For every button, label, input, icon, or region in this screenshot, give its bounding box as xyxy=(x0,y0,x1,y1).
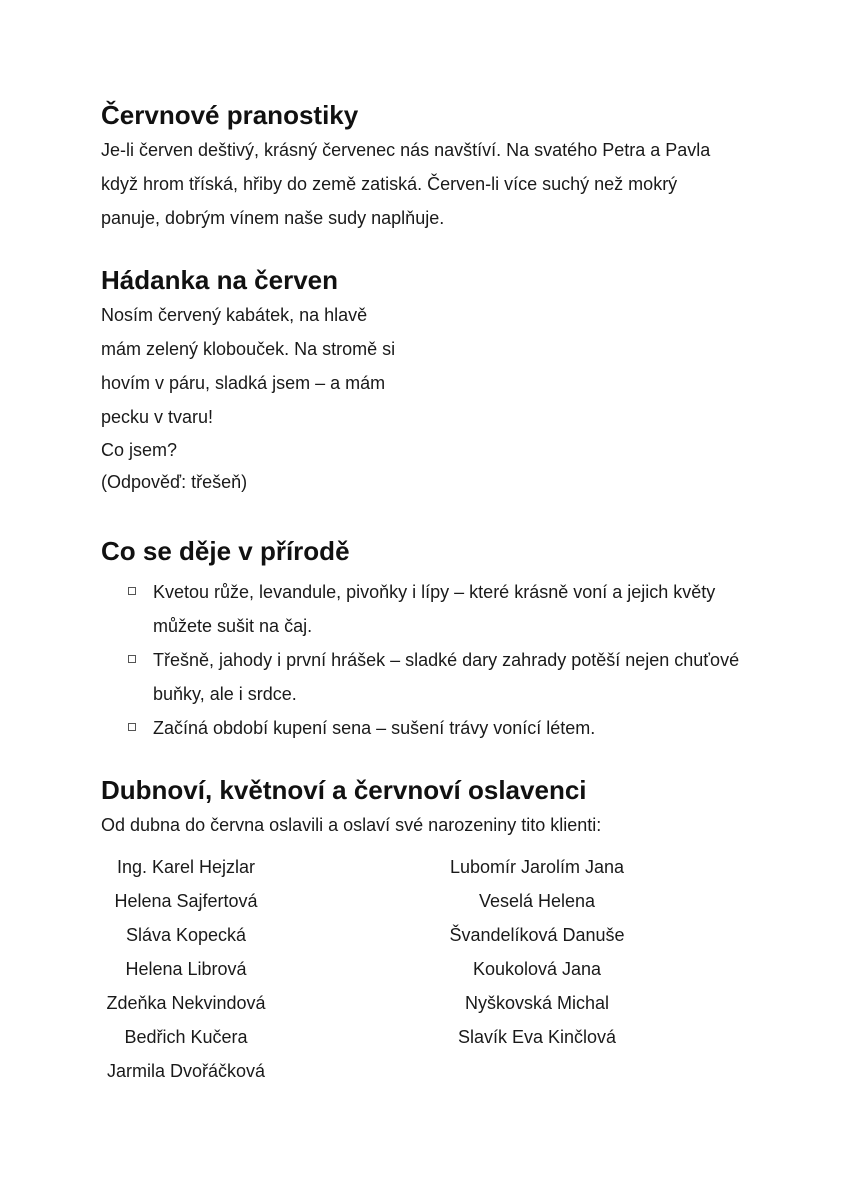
birthday-name: Jarmila Dvořáčková xyxy=(106,1061,266,1081)
riddle-heading: Hádanka na červen xyxy=(101,265,339,295)
riddle-text xyxy=(101,298,421,498)
riddle-answer: (Odpověď: třešeň) xyxy=(101,472,248,492)
birthday-name: Slavík Eva Kinčlová xyxy=(457,1027,617,1047)
riddle-line: pecku v tvaru! xyxy=(101,407,214,427)
birthday-name: Lubomír Jarolím Jana xyxy=(449,857,625,877)
forecasts-heading: Červnové pranostiky xyxy=(101,100,359,130)
list-item-text: Začíná období kupení sena – sušení trávy vonící létem. xyxy=(153,718,596,738)
birthday-name: Nyškovská Michal xyxy=(464,993,610,1013)
riddle-question: Co jsem? xyxy=(101,440,178,460)
birthday-names-right-column xyxy=(426,850,648,1054)
birthday-name: Koukolová Jana xyxy=(472,959,602,979)
birthday-name: Bedřich Kučera xyxy=(124,1027,248,1047)
riddle-line: mám zelený klobouček. Na stromě si xyxy=(101,339,396,359)
birthdays-section xyxy=(101,774,761,842)
forecasts-section xyxy=(101,99,741,235)
birthday-name: Helena Sajfertová xyxy=(114,891,258,911)
nature-section xyxy=(101,535,761,745)
forecasts-text: Je-li červen deštivý, krásný červenec nás navštíví. Na svatého Petra a Pavla když hrom tříská, hřiby do země zatiská. Červen-li více suchý než mokrý panuje, dobrým vínem naše sudy naplňuje. xyxy=(101,140,711,228)
birthday-name: Sláva Kopecká xyxy=(125,925,247,945)
birthdays-heading: Dubnoví, květnoví a červnoví oslavenci xyxy=(101,775,587,805)
birthday-names-left-column xyxy=(86,850,286,1088)
nature-heading: Co se děje v přírodě xyxy=(101,536,350,566)
riddle-section xyxy=(101,264,421,498)
birthdays-intro: Od dubna do června oslavili a oslaví své narozeniny tito klienti: xyxy=(101,815,602,835)
list-item xyxy=(101,711,753,745)
riddle-line: Nosím červený kabátek, na hlavě xyxy=(101,305,368,325)
list-item xyxy=(101,575,753,643)
riddle-line: hovím v páru, sladká jsem – a mám xyxy=(101,373,386,393)
checkbox-bullet-icon xyxy=(128,655,136,663)
list-item-text: Kvetou růže, levandule, pivoňky i lípy – které krásně voní a jejich květy můžete sušit na čaj. xyxy=(153,582,716,636)
nature-list xyxy=(101,575,761,745)
checkbox-bullet-icon xyxy=(128,723,136,731)
list-item xyxy=(101,643,753,711)
birthday-name: Švandelíková Danuše xyxy=(449,925,625,945)
birthday-name: Helena Librová xyxy=(125,959,247,979)
birthday-name: Zdeňka Nekvindová xyxy=(106,993,266,1013)
checkbox-bullet-icon xyxy=(128,587,136,595)
birthday-name: Veselá Helena xyxy=(478,891,596,911)
birthday-name: Ing. Karel Hejzlar xyxy=(116,857,256,877)
list-item-text: Třešně, jahody i první hrášek – sladké dary zahrady potěší nejen chuťové buňky, ale i srdce. xyxy=(153,650,740,704)
